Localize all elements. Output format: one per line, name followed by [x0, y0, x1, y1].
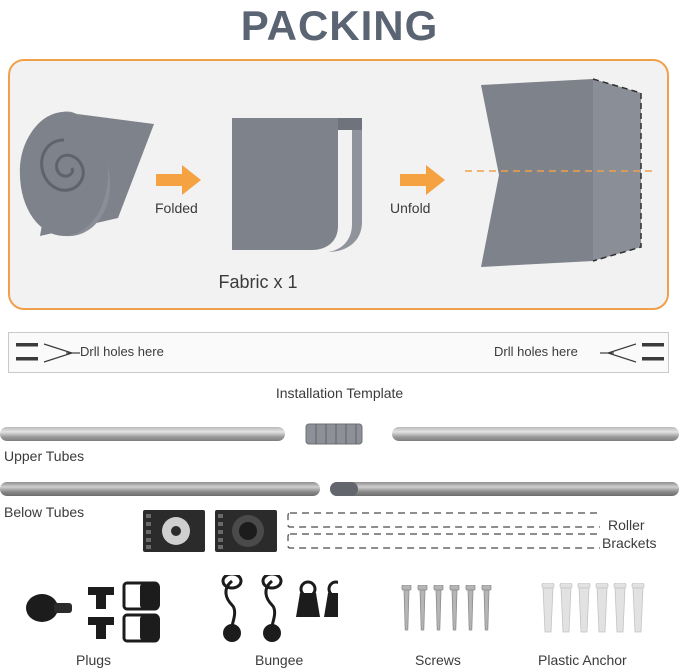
- plastic-anchor-icon: [540, 583, 660, 645]
- installation-template-caption: Installation Template: [275, 385, 404, 401]
- upper-tubes-label: Upper Tubes: [4, 448, 85, 464]
- plug-icon: [20, 575, 180, 645]
- fabric-roll-icon: [14, 110, 159, 240]
- arrow-right-icon-2: [400, 163, 446, 197]
- below-tubes-label: Below Tubes: [4, 504, 85, 520]
- part-label-bungee: Bungee: [255, 652, 304, 668]
- template-left-text: Drll holes here: [80, 344, 164, 359]
- template-right-text: Drll holes here: [494, 344, 578, 359]
- template-right-marks: [580, 334, 670, 372]
- fabric-step1-label: Folded: [155, 200, 198, 216]
- bungee-cord-icon: [218, 575, 338, 645]
- fabric-step2-label: Unfold: [390, 200, 431, 216]
- arrow-right-icon: [156, 163, 202, 197]
- roller-brackets-label-line1: Roller: [608, 517, 645, 533]
- page-title: PACKING: [240, 2, 439, 49]
- folded-fabric-icon: [230, 110, 370, 255]
- roller-brackets-label-line2: Brackets: [602, 535, 657, 551]
- fabric-caption: Fabric x 1: [218, 272, 298, 292]
- unfolded-fabric-icon: [465, 75, 655, 275]
- part-label-plugs: Plugs: [76, 652, 112, 668]
- part-label-screws: Screws: [415, 652, 461, 668]
- roller-brackets-icon: [140, 506, 600, 556]
- part-label-plastic-anchor: Plastic Anchor: [538, 652, 627, 668]
- tubes-diagram: [0, 412, 679, 512]
- screw-icon: [398, 585, 508, 645]
